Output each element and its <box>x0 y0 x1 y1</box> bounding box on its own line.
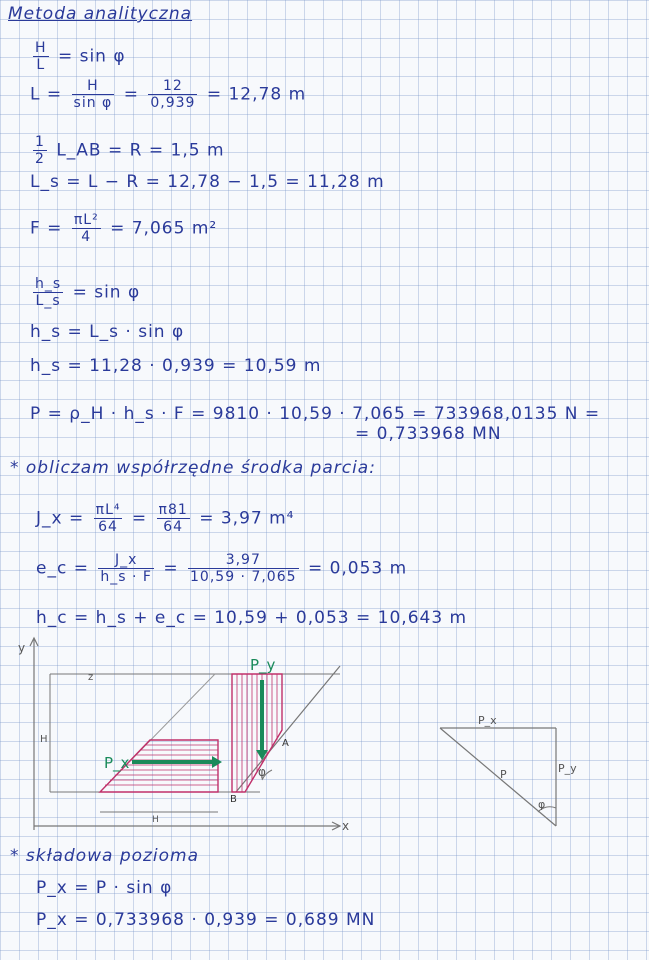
equation-rhs: = sin φ <box>72 282 141 303</box>
section-heading-horizontal-component: * składowa pozioma <box>10 846 200 866</box>
equation-rhs: = sin φ <box>57 46 126 67</box>
point-a-label: A <box>282 738 289 749</box>
frac-num: πL⁴ <box>95 502 121 518</box>
frac-num: 3,97 <box>188 552 299 569</box>
equation-lhs: L = <box>30 84 63 105</box>
equation-ratio-h-l <box>30 40 126 73</box>
equation-rhs: = 3,97 m⁴ <box>199 508 295 529</box>
equation-lab <box>30 134 225 167</box>
equation-f <box>30 212 217 245</box>
triangle-py-label: P_y <box>558 762 577 775</box>
equation-lhs: F = <box>30 218 63 239</box>
triangle-px-label: P_x <box>478 714 497 727</box>
frac-num: H <box>72 78 115 95</box>
equals: = <box>163 558 179 579</box>
y-axis-label: y <box>18 641 26 655</box>
px-arrowhead <box>212 756 222 768</box>
equation-hs-value: h_s = 11,28 · 0,939 = 10,59 m <box>30 356 322 376</box>
frac-den: 2 <box>35 151 45 167</box>
equation-lhs: J_x = <box>36 508 85 529</box>
equation-hc: h_c = h_s + e_c = 10,59 + 0,053 = 10,643 m <box>36 608 468 628</box>
frac-den: L <box>36 57 46 73</box>
z-label: z <box>88 672 94 683</box>
page-title: Metoda analityczna <box>8 4 193 24</box>
frac-den: L_s <box>35 293 61 309</box>
px-label: P_x <box>104 754 130 772</box>
frac-num: π81 <box>158 502 188 518</box>
equation-rhs: = 7,065 m² <box>110 218 218 239</box>
equals: = <box>131 508 148 529</box>
phi-label: φ <box>258 765 266 779</box>
frac-den: 4 <box>81 229 92 245</box>
point-b-label: B <box>230 794 237 805</box>
py-label: P_y <box>250 656 276 674</box>
frac-den: 0,939 <box>150 95 196 111</box>
vertical-hatching <box>237 674 277 792</box>
equation-rhs: = 0,053 m <box>307 558 408 579</box>
triangle-phi-label: φ <box>538 798 546 811</box>
x-axis-label: x <box>342 819 350 833</box>
frac-num: 1 <box>35 134 45 150</box>
bottom-h-label: H <box>152 815 159 825</box>
frac-den: 10,59 · 7,065 <box>190 569 297 585</box>
pressure-diagram <box>0 630 649 840</box>
equation-rhs: L_AB = R = 1,5 m <box>56 140 225 161</box>
equation-ls: L_s = L − R = 12,78 − 1,5 = 11,28 m <box>30 172 385 192</box>
equation-p-mn: = 0,733968 MN <box>355 424 502 444</box>
equals: = <box>123 84 139 105</box>
frac-den: 64 <box>98 519 118 535</box>
equation-l <box>30 78 306 111</box>
equation-jx <box>36 502 294 535</box>
equation-hs: h_s = L_s · sin φ <box>30 322 185 342</box>
h-label: H <box>40 734 48 745</box>
frac-den: sin φ <box>73 95 113 111</box>
equation-rhs: = 12,78 m <box>206 84 307 105</box>
equation-p: P = ρ_H · h_s · F = 9810 · 10,59 · 7,065 = 733968,0135 N = <box>30 404 601 424</box>
equation-ec <box>36 552 407 585</box>
frac-num: πL² <box>73 212 99 228</box>
frac-den: 64 <box>163 519 184 535</box>
frac-num: h_s <box>35 276 62 292</box>
frac-num: H <box>35 40 47 56</box>
equation-ratio-hs-ls <box>30 276 140 309</box>
equation-px: P_x = P · sin φ <box>36 878 173 898</box>
triangle-p-label: P <box>500 768 507 781</box>
equation-lhs: e_c = <box>36 558 89 579</box>
section-heading-pressure-center: * obliczam współrzędne środka parcia: <box>10 458 376 478</box>
equation-px-value: P_x = 0,733968 · 0,939 = 0,689 MN <box>36 910 376 930</box>
frac-num: 12 <box>148 78 197 95</box>
frac-num: J_x <box>98 552 154 569</box>
frac-den: h_s · F <box>100 569 152 585</box>
